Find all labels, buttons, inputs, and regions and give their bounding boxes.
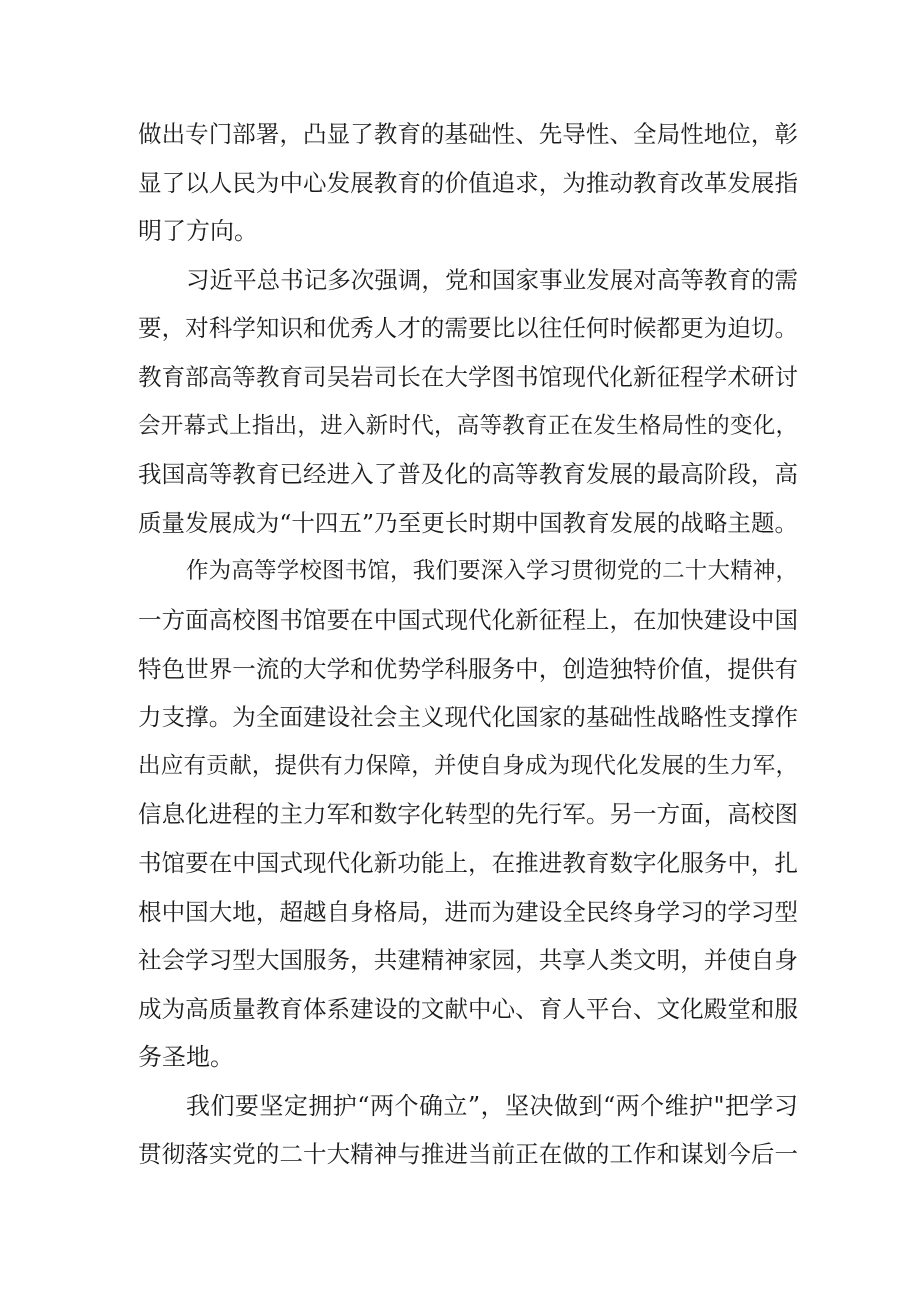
- text-line: 要，对科学知识和优秀人才的需要比以往任何时候都更为迫切。: [138, 314, 798, 343]
- text-line: 贯彻落实党的二十大精神与推进当前正在做的工作和谋划今后一: [138, 1140, 798, 1169]
- text-line: 社会学习型大国服务，共建精神家园，共享人类文明，并使自身: [138, 946, 798, 975]
- text-line: 一方面高校图书馆要在中国式现代化新征程上，在加快建设中国: [138, 605, 798, 634]
- text-line: 根中国大地，超越自身格局，进而为建设全民终身学习的学习型: [138, 897, 798, 926]
- text-line: 我们要坚定拥护“两个确立”，坚决做到“两个维护"把学习: [186, 1091, 798, 1120]
- text-line: 习近平总书记多次强调，党和国家事业发展对高等教育的需: [186, 265, 798, 294]
- text-line: 书馆要在中国式现代化新功能上，在推进教育数字化服务中，扎: [138, 848, 798, 877]
- text-line: 信息化进程的主力军和数字化转型的先行军。另一方面，高校图: [138, 800, 798, 829]
- text-line: 显了以人民为中心发展教育的价值追求，为推动教育改革发展指: [138, 168, 798, 197]
- text-line: 教育部高等教育司吴岩司长在大学图书馆现代化新征程学术研讨: [138, 362, 798, 391]
- text-line: 特色世界一流的大学和优势学科服务中，创造独特价值，提供有: [138, 654, 798, 683]
- text-line: 明了方向。: [138, 217, 258, 246]
- body-text: [138, 110, 798, 1179]
- text-line: 务圣地。: [138, 1043, 234, 1072]
- text-line: 我国高等教育已经进入了普及化的高等教育发展的最高阶段，高: [138, 460, 798, 489]
- text-line: 出应有贡献，提供有力保障，并使自身成为现代化发展的生力军，: [138, 752, 798, 779]
- text-line: 质量发展成为“十四五”乃至更长时期中国教育发展的战略主题。: [138, 508, 798, 537]
- text-line: 力支撑。为全面建设社会主义现代化国家的基础性战略性支撑作: [138, 703, 798, 732]
- text-line: 做出专门部署，凸显了教育的基础性、先导性、全局性地位，彰: [138, 120, 798, 148]
- text-line: 会开幕式上指出，进入新时代，高等教育正在发生格局性的变化，: [138, 412, 798, 439]
- text-line: 作为高等学校图书馆，我们要深入学习贯彻党的二十大精神，: [186, 558, 798, 585]
- text-line: 成为高质量教育体系建设的文献中心、育人平台、文化殿堂和服: [138, 994, 798, 1023]
